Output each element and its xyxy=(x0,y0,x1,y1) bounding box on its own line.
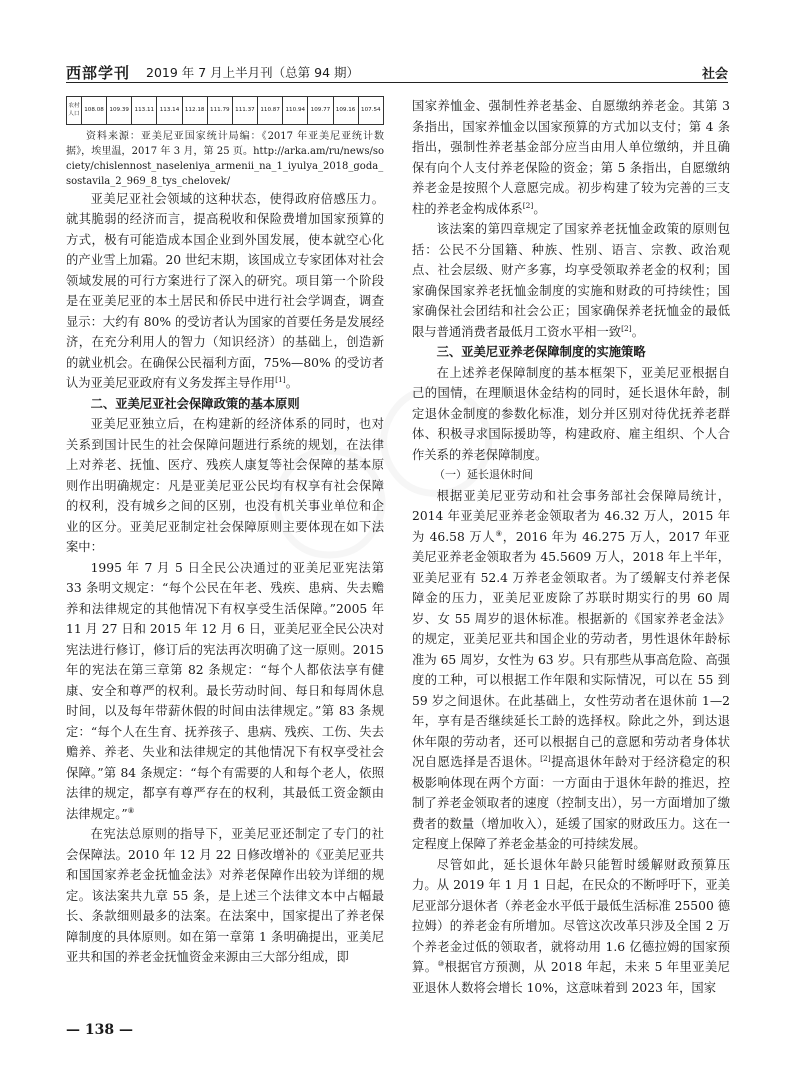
table-cell: 111.37 xyxy=(232,97,257,125)
table-cell: 108.08 xyxy=(81,97,106,125)
table-source-note: 资料来源：亚美尼亚国家统计局编：《2017 年亚美尼亚统计数据》，埃里温，2017 年 3 月，第 25 页。http://arka.am/ru/news/society/chislennost_naseleniya_armenii_na_1_iyulya_2018_goda_sostavila_2_969_8_tys_chelovek/ xyxy=(66,130,384,187)
paragraph: 在宪法总原则的指导下，亚美尼亚还制定了专门的社会保障法。2010 年 12 月 22 日修改增补的《亚美尼亚共和国国家养老金抚恤金法》对养老保障作出较为详细的规定。该法案共九章 55 条，是上述三个法律文本中占幅最长、条款细则最多的法案。在法案中，国家提出了养老保障制度的具体原则。如在第一章第 1 条明确提出，亚美尼亚共和国的养老金抚恤资金来源由三大部分组成，即 xyxy=(66,827,384,964)
table-cell: 109.77 xyxy=(308,97,333,125)
running-header xyxy=(66,62,728,83)
paragraph: 1995 年 7 月 5 日全民公决通过的亚美尼亚宪法第 33 条明文规定：“每个公民在年老、残疾、患病、失去赡养和法律规定的其他情况下有权享受生活保障。”2005 年 11 月 27 日和 2015 年 12 月 6 日，亚美尼亚全民公决对宪法进行修订，修订后的宪法再次明确了这一原则。2015 年的宪法在第三章第 82 条规定：“每个人都依法享有健康、安全和尊严的权利。最长劳动时间、每日和每周休息时间，以及每年带薪休假的时间由法律规定。”第 83 条规定：“每个人在生育、抚养孩子、患病、残疾、工伤、失去赡养、养老、失业和法律规定的其他情况下有权享受社会保障。”第 84 条规定：“每个有需要的人和每个老人，依照法律的规定，都享有尊严存在的权利，其最低工资金额由法律规定。”⑧ xyxy=(66,560,384,821)
table-cell: 109.16 xyxy=(333,97,358,125)
citation: [1] xyxy=(275,374,286,384)
table-cell: 113.14 xyxy=(157,97,182,125)
data-table xyxy=(66,96,384,125)
table-cell: 110.87 xyxy=(258,97,283,125)
table-cell: 109.39 xyxy=(107,97,132,125)
paragraph: 亚美尼亚社会领域的这种状态，使得政府倍感压力。就其脆弱的经济而言，提高税收和保险费增加国家预算的方式，极有可能造成本国企业到外国发展，使本就空心化的产业雪上加霜。20 世纪末期，该国成立专家团体对社会领域发展的可行方案进行了深入的研究。项目第一个阶段是在亚美尼亚的本土居民和侨民中进行社会学调查，调查显示：大约有 80% 的受访者认为国家的首要任务是发展经济，在充分利用人的智力（知识经济）的基础上，创造新的就业机会。在确保公民福利方面，75%—80% 的受访者认为亚美尼亚政府有义务发挥主导作用[1]。 xyxy=(66,191,384,390)
paragraph: 亚美尼亚独立后，在构建新的经济体系的同时，也对关系到国计民生的社会保障问题进行系统的规划，在法律上对养老、抚恤、医疗、残疾人康复等社会保障的基本原则作出明确规定：凡是亚美尼亚公民均有权享有社会保障的权利，没有城乡之间的区别，也没有机关事业单位和企业的区分。亚美尼亚制定社会保障原则主要体现在如下法案中： xyxy=(66,417,384,554)
paragraph: 该法案的第四章规定了国家养老抚恤金政策的原则包括：公民不分国籍、种族、性别、语言、宗教、政治观点、社会层级、财产多寡，均享受领取养老金的权利；国家确保国家养老抚恤金制度的实施和财政的可持续性；国家确保社会团结和社会公正；国家确保养老抚恤金的最低限与普通消费者最低月工资水平相一致[2]。 xyxy=(412,222,730,339)
issue-info: 2019 年 7 月上半月刊（总第 94 期） xyxy=(146,65,360,80)
table-cell: 112.18 xyxy=(182,97,207,125)
paragraph: 国家养恤金、强制性养老基金、自愿缴纳养老金。其第 3 条指出，国家养恤金以国家预算的方式加以支付；第 4 条指出，强制性养老基金部分应当由用人单位缴纳，并且确保有向个人支付养老保险的资金；第 5 条指出，自愿缴纳养老金是按照个人意愿完成。初步构建了较为完善的三支柱的养老金构成体系[2]。 xyxy=(412,99,730,216)
section-name: 社会 xyxy=(701,67,728,82)
footnote-mark: ⑧ xyxy=(127,805,135,815)
table-row-label: 农村人口 xyxy=(67,97,82,125)
citation: [2] xyxy=(621,323,632,333)
page-number: — 138 — xyxy=(66,1022,133,1038)
paragraph: 根据亚美尼亚劳动和社会事务部社会保障局统计，2014 年亚美尼亚养老金领取者为 46.32 万人，2015 年为 46.58 万人⑨，2016 年为 46.275 万人，2017 年亚美尼亚养老金领取者为 45.5609 万人，2018 年上半年，亚美尼亚有 52.4 万养老金领取者。为了缓解支付养老保障金的压力，亚美尼亚废除了苏联时期实行的男 60 周岁、女 55 周岁的退休标准。根据新的《国家养老金法》的规定，亚美尼亚共和国企业的劳动者，男性退休年龄标准为 65 周岁，女性为 63 岁。只有那些从事高危险、高强度的工种，可以根据工作年限和实际情况，可以在 55 到 59 岁之间退休。在此基础上，女性劳动者在退休前 1—2 年，享有是否继续延长工龄的选择权。除此之外，到达退休年限的劳动者，还可以根据自己的意愿和劳动者身体状况自愿选择是否退休。[2]提高退休年龄对于经济稳定的积极影响体现在两个方面：一方面由于退休年龄的推迟，控制了养老金领取者的速度（控制支出），另一方面增加了缴费者的数量（增加收入），延缓了国家的财政压力。这在一定程度上保障了养老金基金的可持续发展。 xyxy=(412,488,730,851)
subsection-heading: （一）延长退休时间 xyxy=(434,468,533,481)
footnote-mark: ⑩ xyxy=(437,958,445,968)
paragraph: 在上述养老保障制度的基本框架下，亚美尼亚根据自己的国情，在理顺退休金结构的同时，延长退休年龄，制定退休金制度的参数化标准，划分并区别对待优抚养老群体、积极寻求国际援助等，构建政府、雇主组织、个人合作关系的养老保障制度。 xyxy=(412,365,730,462)
section-heading: 三、亚美尼亚养老保障制度的实施策略 xyxy=(436,345,646,359)
citation: [2] xyxy=(522,200,534,210)
paragraph: 尽管如此，延长退休年龄只能暂时缓解财政预算压力。从 2019 年 1 月 1 日起，在民众的不断呼吁下，亚美尼亚部分退休者（养老金水平低于最低生活标准 25500 德拉姆）的养老金有所增加。尽管这次改革只涉及全国 2 万个养老金过低的领取者，就将动用 1.6 亿德拉姆的国家预算。⑩根据官方预测，从 2018 年起，未来 5 年里亚美尼亚退休人数将会增长 10%，这意味着到 2023 年，国家 xyxy=(412,857,730,995)
table-cell: 107.54 xyxy=(358,97,383,125)
table-cell: 111.79 xyxy=(207,97,232,125)
footnote-mark: ⑨ xyxy=(495,528,503,538)
section-heading: 二、亚美尼亚社会保障政策的基本原则 xyxy=(90,396,300,411)
journal-logo: 西部学刊 xyxy=(66,64,131,82)
left-column xyxy=(66,96,384,968)
right-column xyxy=(412,96,730,998)
table-row xyxy=(67,97,384,125)
citation: [2] xyxy=(540,753,551,763)
table-cell: 113.11 xyxy=(132,97,157,125)
table-cell: 110.94 xyxy=(283,97,308,125)
